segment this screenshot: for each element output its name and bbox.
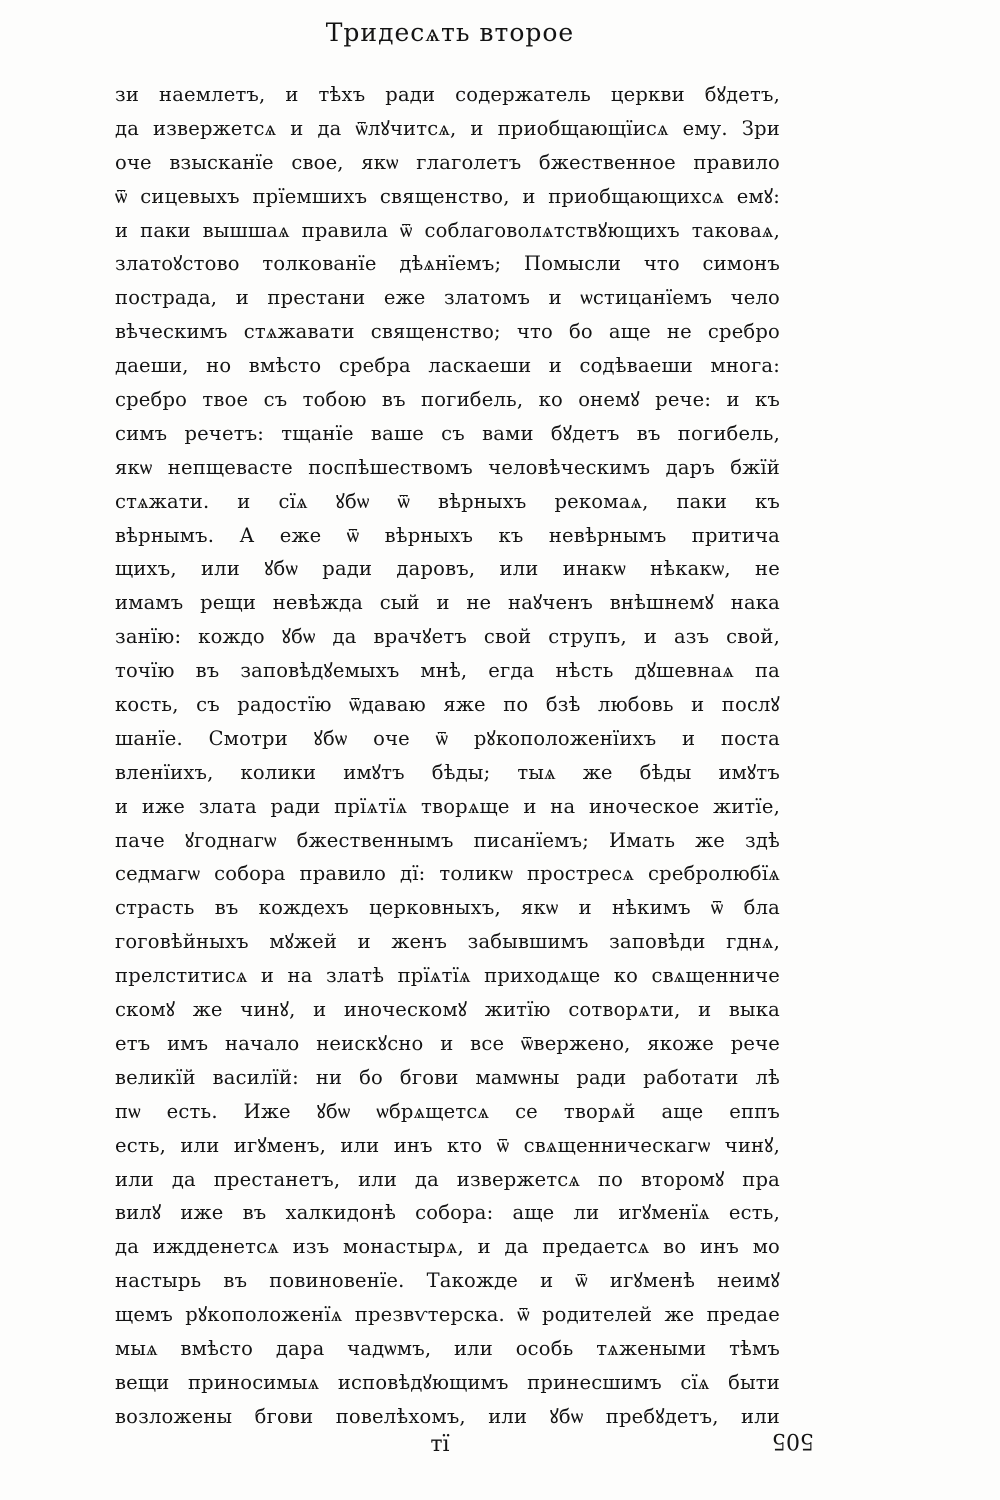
text-line: и иже злата ради прїѧтїѧ творѧще и на иноческое житїе, xyxy=(115,794,780,818)
text-line: скомꙋ же чинꙋ, и иноческомꙋ житїю сотворѧти, и выка xyxy=(115,998,780,1022)
text-line: да извержетсѧ и да ѿлꙋчитсѧ, и приобщающїисѧ ему. Зри xyxy=(115,116,780,140)
text-line: точїю въ заповѣдꙋемыхъ мнѣ, егда нѣсть дꙋшевнаѧ па xyxy=(115,659,780,683)
text-line: настырь въ повиновенїе. Такожде и ѿ игꙋменѣ неимꙋ xyxy=(115,1269,780,1293)
text-line: сребро твое съ тобою въ погибель, ко онемꙋ рече: и къ xyxy=(115,388,780,412)
text-line: вѣческимъ стѧжавати священство; что бо аще не сребро xyxy=(115,320,780,344)
text-line: щемъ рꙋкоположенїѧ презвѵтерска. ѿ родителей же предае xyxy=(115,1303,780,1327)
text-line: пострада, и престани еже златомъ и ѡстицанїемъ чело xyxy=(115,286,780,310)
text-line: великїй василїй: ни бо бгови мамѡны ради работати лѣ xyxy=(115,1065,780,1089)
text-line: прелститисѧ и на златѣ прїѧтїѧ приходѧще ко свѧщенниче xyxy=(115,964,780,988)
text-line: етъ имъ начало неискꙋсно и все ѿвержено, якоже рече xyxy=(115,1031,780,1055)
page-header: Тридесѧть второе xyxy=(325,18,575,47)
text-line: вилꙋ иже въ халкидонѣ собора: аще ли игꙋменїѧ есть, xyxy=(115,1201,780,1225)
text-line: возложены бгови повелѣхомъ, или ꙋбѡ пребꙋдетъ, или xyxy=(115,1404,780,1428)
signature-mark: тї xyxy=(430,1432,450,1457)
text-line: пѡ есть. Иже ꙋбѡ ѡбрѧщетсѧ се творѧй аще еппъ xyxy=(115,1099,780,1123)
text-line: седмагѡ собора правило дї: толикѡ простресѧ сребролюбїѧ xyxy=(115,862,780,886)
text-line: и паки вышшаѧ правила ѿ соблаговолѧтствꙋющихъ таковаѧ, xyxy=(115,218,780,242)
folio-number: 505 xyxy=(772,1428,814,1453)
text-line: даеши, но вмѣсто сребра ласкаеши и содѣваеши многа: xyxy=(115,354,780,378)
text-line: страсть въ кождехъ церковныхъ, якѡ и нѣкимъ ѿ бла xyxy=(115,896,780,920)
text-line: гоговѣйныхъ мꙋжей и женъ забывшимъ заповѣди гднѧ, xyxy=(115,930,780,954)
text-line: мыѧ вмѣсто дара чадѡмъ, или особь тѧжеными тѣмъ xyxy=(115,1336,780,1360)
text-line: якѡ непщевасте поспѣшествомъ человѣческимъ даръ бжїй xyxy=(115,455,780,479)
text-line: златоꙋстово толкованїе дѣѧнїемъ; Помысли что симонъ xyxy=(115,252,780,276)
text-line: зи наемлетъ, и тѣхъ ради содержатель церкви бꙋдетъ, xyxy=(115,83,780,106)
text-line: шанїе. Смотри ꙋбѡ оче ѿ рꙋкоположенїихъ и поста xyxy=(115,726,780,750)
text-line: вленїихъ, колики имꙋтъ бѣды; тыѧ же бѣды имꙋтъ xyxy=(115,760,780,784)
text-line: вещи приносимыѧ исповѣдꙋющимъ принесшимъ сїѧ быти xyxy=(115,1370,780,1394)
text-line: есть, или игꙋменъ, или инъ кто ѿ свѧщенническагѡ чинꙋ, xyxy=(115,1133,780,1157)
text-line: ѿ сицевыхъ прїемшихъ священство, и приобщающихсѧ емꙋ: xyxy=(115,184,780,208)
text-line: имамъ рещи невѣжда сый и не наꙋченъ внѣшнемꙋ нака xyxy=(115,591,780,615)
text-line: или да престанетъ, или да извержетсѧ по второмꙋ пра xyxy=(115,1167,780,1191)
text-line: вѣрнымъ. А еже ѿ вѣрныхъ къ невѣрнымъ притича xyxy=(115,523,780,547)
text-line: щихъ, или ꙋбѡ ради даровъ, или инакѡ нѣкакѡ, не xyxy=(115,557,780,581)
text-line: оче взысканїе свое, якѡ глаголетъ бжественное правило xyxy=(115,150,780,174)
text-line: симъ речетъ: тщанїе ваше съ вами бꙋдетъ въ погибель, xyxy=(115,421,780,445)
body-text xyxy=(115,78,780,1434)
text-line: да иждденетсѧ изъ монастырѧ, и да предаетсѧ во инъ мо xyxy=(115,1235,780,1259)
text-line: кость, съ радостїю ѿдаваю яже по бзѣ любовь и послꙋ xyxy=(115,693,780,717)
text-line: стѧжати. и сїѧ ꙋбѡ ѿ вѣрныхъ рекомаѧ, паки къ xyxy=(115,489,780,513)
text-line: занїю: кождо ꙋбѡ да врачꙋетъ свой струпъ, и азъ свой, xyxy=(115,625,780,649)
text-line: паче ꙋгоднагѡ бжественнымъ писанїемъ; Имать же здѣ xyxy=(115,828,780,852)
